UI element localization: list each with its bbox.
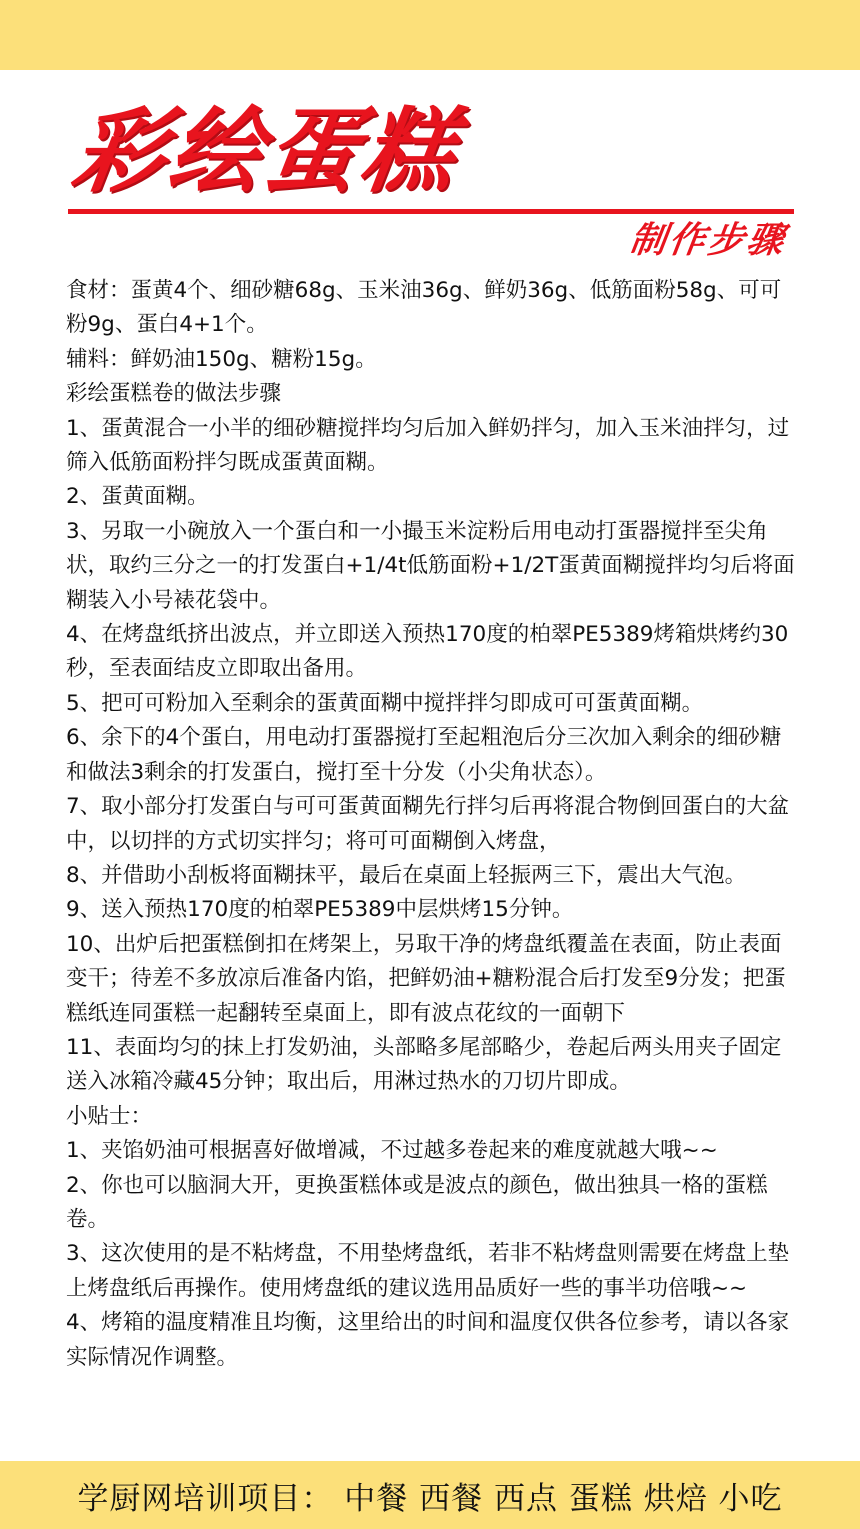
tip-2: 2、你也可以脑洞大开，更换蛋糕体或是波点的颜色，做出独具一格的蛋糕卷。 bbox=[66, 1172, 768, 1232]
step-6: 6、余下的4个蛋白，用电动打蛋器搅打至起粗泡后分三次加入剩余的细砂糖和做法3剩余的打发蛋白，搅打至十分发（小尖角状态）。 bbox=[66, 725, 782, 785]
top-banner bbox=[0, 0, 860, 70]
ingredients-text: 食材：蛋黄4个、细砂糖68g、玉米油36g、鲜奶36g、低筋面粉58g、可可粉9g、蛋白4+1个。 bbox=[66, 278, 782, 338]
auxiliary-text: 辅料：鲜奶油150g、糖粉15g。 bbox=[66, 346, 377, 372]
step-7: 7、取小部分打发蛋白与可可蛋黄面糊先行拌匀后再将混合物倒回蛋白的大盆中，以切拌的方式切实拌匀；将可可面糊倒入烤盘， bbox=[66, 794, 790, 854]
step-9: 9、送入预热170度的柏翠PE5389中层烘烤15分钟。 bbox=[66, 897, 574, 923]
step-1: 1、蛋黄混合一小半的细砂糖搅拌均匀后加入鲜奶拌匀，加入玉米油拌匀，过筛入低筋面粉拌匀既成蛋黄面糊。 bbox=[66, 415, 790, 476]
page-subtitle: 制作步骤 bbox=[627, 220, 789, 261]
bottom-banner bbox=[0, 1461, 860, 1529]
step-4: 4、在烤盘纸挤出波点，并立即送入预热170度的柏翠PE5389烤箱烘烤约30秒，至表面结皮立即取出备用。 bbox=[66, 622, 789, 682]
tips-heading: 小贴士： bbox=[66, 1103, 153, 1129]
title-divider bbox=[68, 209, 794, 214]
tip-4: 4、烤箱的温度精准且均衡，这里给出的时间和温度仅供各位参考，请以各家实际情况作调整。 bbox=[66, 1310, 790, 1370]
step-3: 3、另取一小碗放入一个蛋白和一小撮玉米淀粉后用电动打蛋器搅拌至尖角状，取约三分之一的打发蛋白+1/4t低筋面粉+1/2T蛋黄面糊搅拌均匀后将面糊装入小号裱花袋中。 bbox=[66, 518, 795, 613]
training-projects-text: 学厨网培训项目： 中餐 西餐 西点 蛋糕 烘焙 小吃 bbox=[77, 1480, 783, 1517]
recipe-body bbox=[66, 274, 796, 1375]
step-10: 10、出炉后把蛋糕倒扣在烤架上，另取干净的烤盘纸覆盖在表面，防止表面变干；待差不多放凉后准备内馅，把鲜奶油+糖粉混合后打发至9分发；把蛋糕纸连同蛋糕一起翻转至桌面上，即有波点花纹的一面朝下 bbox=[66, 931, 786, 1026]
page-title: 彩绘蛋糕 bbox=[66, 98, 466, 205]
tip-1: 1、夹馅奶油可根据喜好做增减，不过越多卷起来的难度就越大哦~~ bbox=[66, 1138, 718, 1164]
step-8: 8、并借助小刮板将面糊抹平，最后在桌面上轻振两三下，震出大气泡。 bbox=[66, 862, 747, 888]
step-5: 5、把可可粉加入至剩余的蛋黄面糊中搅拌拌匀即成可可蛋黄面糊。 bbox=[66, 690, 704, 716]
step-11: 11、表面均匀的抹上打发奶油，头部略多尾部略少，卷起后两头用夹子固定送入冰箱冷藏45分钟；取出后，用淋过热水的刀切片即成。 bbox=[66, 1034, 782, 1095]
steps-heading: 彩绘蛋糕卷的做法步骤 bbox=[66, 381, 282, 407]
tip-3: 3、这次使用的是不粘烤盘，不用垫烤盘纸，若非不粘烤盘则需要在烤盘上垫上烤盘纸后再操作。使用烤盘纸的建议选用品质好一些的事半功倍哦~~ bbox=[66, 1241, 790, 1301]
step-2: 2、蛋黄面糊。 bbox=[66, 484, 209, 510]
